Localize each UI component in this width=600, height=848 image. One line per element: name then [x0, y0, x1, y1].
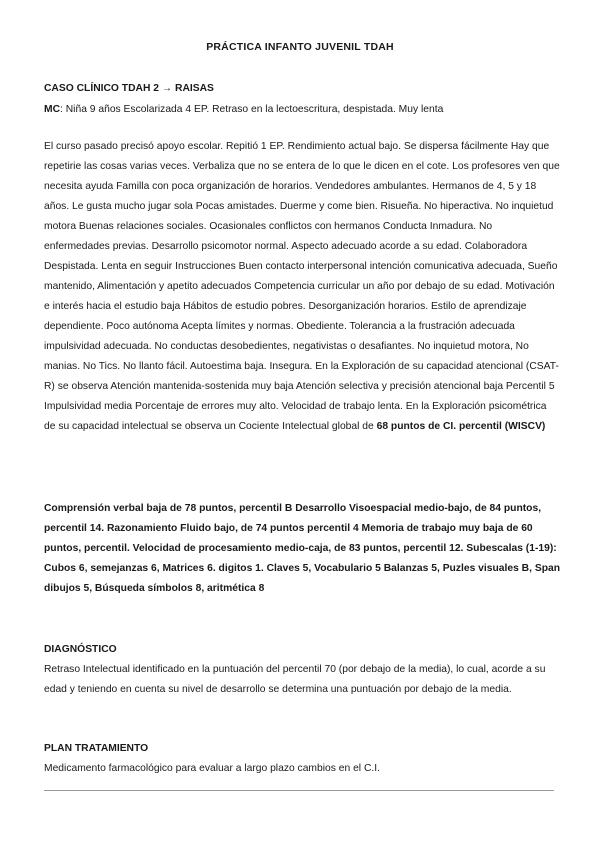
- history-bold-tail: 68 puntos de CI. percentil (WISCV): [376, 421, 546, 432]
- mc-label: MC: [44, 104, 61, 115]
- diagnosis-heading: DIAGNÓSTICO: [44, 644, 117, 655]
- footer-divider: [44, 790, 554, 791]
- case-heading: CASO CLÍNICO TDAH 2 → RAISAS: [44, 83, 214, 94]
- history-paragraph: [44, 137, 560, 437]
- diagnosis-paragraph: Retraso Intelectual identificado en la puntuación del percentil 70 (por debajo de la media), lo cual, acorde a su edad y teniendo en cuenta su nivel de desarrollo se determina una puntuación por debajo de la media.: [44, 664, 546, 695]
- results-paragraph: Comprensión verbal baja de 78 puntos, percentil B Desarrollo Visoespacial medio-bajo, de 84 puntos, percentil 14. Razonamiento Fluido bajo, de 74 puntos percentil 4 Memoria de trabajo muy baja de 60 puntos, percentil. Velocidad de procesamiento medio-caja, de 83 puntos, percentil 12. Subescalas (1-19): Cubos 6, semejanzas 6, Matrices 6. digitos 1. Claves 5, Vocabulario 5 Balanzas 5, Puzles visuales B, Span dibujos 5, Búsqueda símbolos 8, aritmética 8: [44, 503, 561, 594]
- history-text: El curso pasado precisó apoyo escolar. Repitió 1 EP. Rendimiento actual bajo. Se dispersa fácilmente Hay que repetirie las cosas varias veces. Verbaliza que no se entera de lo que le dicen en el cote. Los profesores ven que necesita ayuda Familla con poca organización de horarios. Vendedores ambulantes. Hermanos de 4, 5 y 18 años. Le gusta mucho jugar sola Pocas amistades. Duerme y come bien. Risueña. No hiperactiva. No inquietud motora Buenas relaciones sociales. Ocasionales conflictos con hermanos Conducta Inmadura. No enfermedades previas. Desarrollo psicomotor normal. Aspecto adecuado acorde a su edad. Colaboradora Despistada. Lenta en seguir Instrucciones Buen contacto interpersonal intención comunicativa adecuada, Sueño mantenido, Alimentación y apetito adecuados Competencia curricular un año por debajo de su edad. Motivación e interés hacia el estudio baja Hábitos de estudio pobres. Desorganización horarios. Estilo de aprendizaje dependiente. Poco autónoma Acepta límites y normas. Obediente. Tolerancia a la frustración adecuada impulsividad adecuada. No conductas desobedientes, negativistas o desafiantes. No inquietud motora, No manias. No Tics. No llanto fácil. Autoestima baja. Insegura. En la Exploración de su capacidad atencional (CSAT-R) se observa Atención mantenida-sostenida muy baja Atención selectiva y precisión atencional baja Percentil 5 Impulsividad media Porcentaje de errores muy alto. Velocidad de trabajo lenta. En la Exploración psicométrica de su capacidad intelectual se observa un Cociente Intelectual global de: [44, 141, 560, 432]
- mc-text: : Niña 9 años Escolarizada 4 EP. Retraso en la lectoescritura, despistada. Muy lenta: [60, 104, 444, 115]
- treatment-heading: PLAN TRATAMIENTO: [44, 743, 149, 754]
- mc-line: [44, 100, 560, 120]
- document-title: PRÁCTICA INFANTO JUVENIL TDAH: [206, 41, 394, 53]
- treatment-paragraph: Medicamento farmacológico para evaluar a largo plazo cambios en el C.I.: [44, 763, 380, 774]
